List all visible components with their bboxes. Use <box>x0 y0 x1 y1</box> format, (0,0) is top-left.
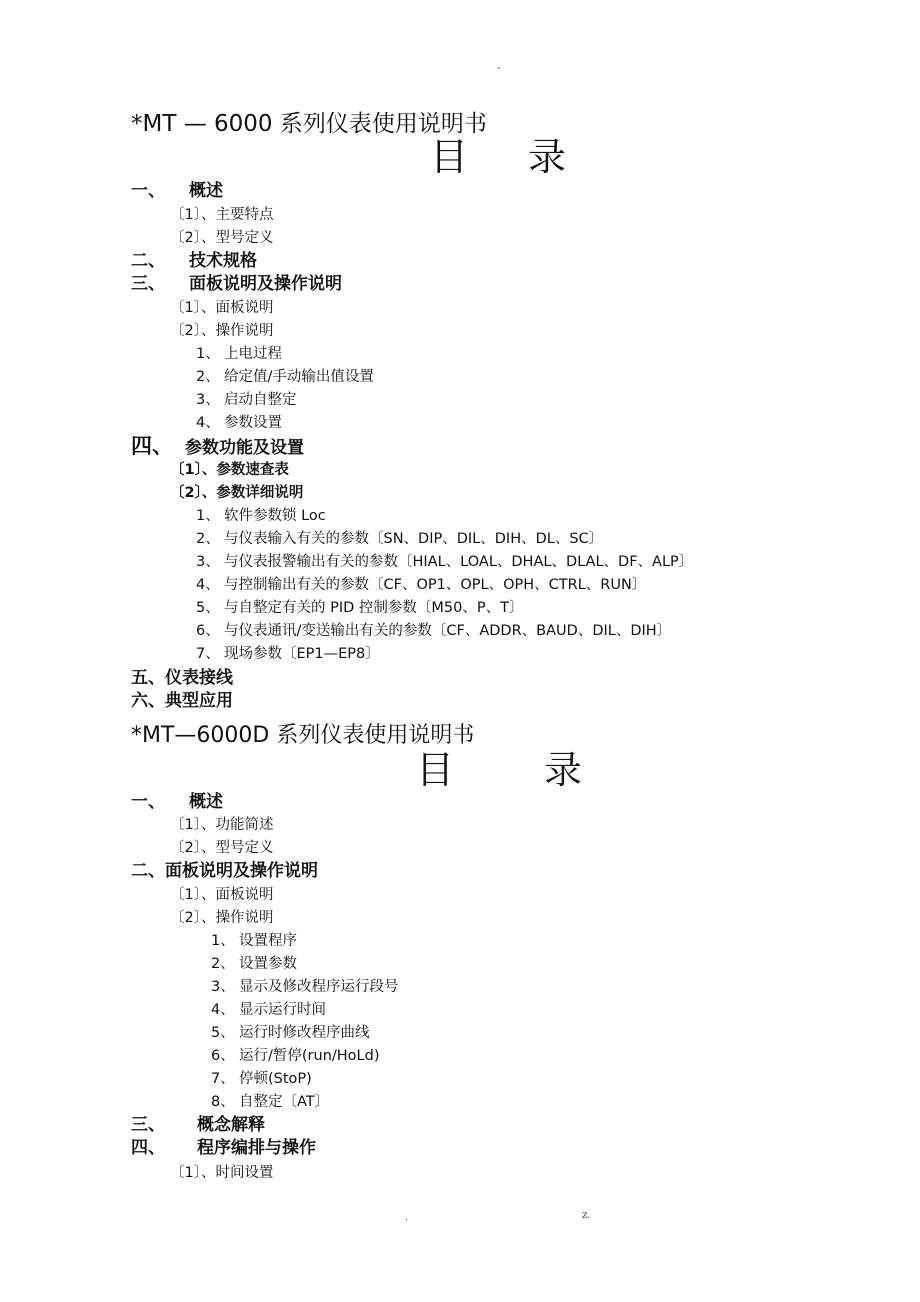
doc1-s3-step-2: 2、 给定值/手动输出值设置 <box>196 369 374 385</box>
section-number: 三、 <box>131 1115 165 1135</box>
doc1-s3-step-3: 3、 启动自整定 <box>196 392 297 408</box>
doc2-toc-heading-char1: 目 <box>416 748 455 792</box>
section-label: 技术规格 <box>189 251 257 271</box>
doc2-s2-step-1: 1、 设置程序 <box>211 933 297 949</box>
doc1-s3-item-1: 〔1〕、面板说明 <box>170 300 274 316</box>
section-number: 四、 <box>131 434 173 458</box>
doc1-section-5: 五、仪表接线 <box>131 668 233 688</box>
doc1-section-6: 六、典型应用 <box>131 691 233 711</box>
doc2-s2-step-7: 7、 停顿(StoP) <box>211 1071 312 1087</box>
doc1-s4-item-1: 〔1〕、参数速查表 <box>170 462 289 478</box>
doc2-title: *MT—6000D 系列仪表使用说明书 <box>131 723 475 748</box>
doc2-s2-step-8: 8、 自整定〔AT〕 <box>211 1094 330 1110</box>
section-number: 三、 <box>131 274 165 294</box>
doc1-s4-step-5: 5、 与自整定有关的 PID 控制参数〔M50、P、T〕 <box>196 600 524 616</box>
doc2-s1-item-2: 〔2〕、型号定义 <box>170 840 274 856</box>
doc2-s2-step-6: 6、 运行/暂停(run/HoLd) <box>211 1048 380 1064</box>
doc2-section-2: 二、面板说明及操作说明 <box>131 861 318 881</box>
section-label: 面板说明及操作说明 <box>189 274 342 294</box>
doc2-section-4 <box>131 1140 316 1157</box>
doc2-section-3 <box>131 1117 265 1134</box>
section-label: 概念解释 <box>197 1115 265 1135</box>
doc1-title: *MT — 6000 系列仪表使用说明书 <box>131 111 487 137</box>
doc1-s4-step-4: 4、 与控制输出有关的参数〔CF、OP1、OPL、OPH、CTRL、RUN〕 <box>196 577 647 593</box>
doc1-s4-step-6: 6、 与仪表通讯/变送输出有关的参数〔CF、ADDR、BAUD、DIL、DIH〕 <box>196 623 672 639</box>
section-number: 四、 <box>131 1138 165 1158</box>
doc1-s4-item-2: 〔2〕、参数详细说明 <box>170 485 304 501</box>
doc1-s3-item-2: 〔2〕、操作说明 <box>170 323 274 339</box>
section-label: 参数功能及设置 <box>185 438 304 458</box>
doc1-section-1 <box>131 183 223 200</box>
doc1-toc-heading-char1: 目 <box>430 135 469 179</box>
doc2-s2-step-2: 2、 设置参数 <box>211 956 297 972</box>
footer-right: z. <box>582 1210 591 1221</box>
footer-left: . <box>405 1212 409 1223</box>
doc1-toc-heading-char2: 录 <box>528 135 567 179</box>
doc1-s4-step-2: 2、 与仪表输入有关的参数〔SN、DIP、DIL、DIH、DL、SC〕 <box>196 531 604 547</box>
section-number: 二、 <box>131 251 165 271</box>
doc2-s1-item-1: 〔1〕、功能简述 <box>170 817 274 833</box>
doc2-s2-item-2: 〔2〕、操作说明 <box>170 910 274 926</box>
doc2-s2-item-1: 〔1〕、面板说明 <box>170 887 274 903</box>
header-mark: - <box>497 63 501 74</box>
section-number: 一、 <box>131 181 165 201</box>
section-label: 概述 <box>189 181 223 201</box>
doc1-section-3 <box>131 276 342 293</box>
doc1-s4-step-3: 3、 与仪表报警输出有关的参数〔HIAL、LOAL、DHAL、DLAL、DF、ALP〕 <box>196 554 694 570</box>
doc2-s2-step-4: 4、 显示运行时间 <box>211 1002 326 1018</box>
doc1-section-2 <box>131 253 257 270</box>
doc2-section-1 <box>131 794 223 811</box>
doc1-section-4 <box>131 436 304 457</box>
doc1-s4-step-7: 7、 现场参数〔EP1—EP8〕 <box>196 646 380 662</box>
doc1-s1-item-1: 〔1〕、主要特点 <box>170 207 274 223</box>
section-number: 一、 <box>131 792 165 812</box>
doc1-s1-item-2: 〔2〕、型号定义 <box>170 230 274 246</box>
doc2-toc-heading-char2: 录 <box>544 748 583 792</box>
section-label: 程序编排与操作 <box>197 1138 316 1158</box>
doc1-s4-step-1: 1、 软件参数锁 Loc <box>196 508 326 524</box>
section-label: 概述 <box>189 792 223 812</box>
doc2-s2-step-5: 5、 运行时修改程序曲线 <box>211 1025 370 1041</box>
doc2-s2-step-3: 3、 显示及修改程序运行段号 <box>211 979 399 995</box>
doc2-s4-item-1: 〔1〕、时间设置 <box>170 1165 274 1181</box>
doc1-s3-step-4: 4、 参数设置 <box>196 415 282 431</box>
doc1-s3-step-1: 1、 上电过程 <box>196 346 282 362</box>
